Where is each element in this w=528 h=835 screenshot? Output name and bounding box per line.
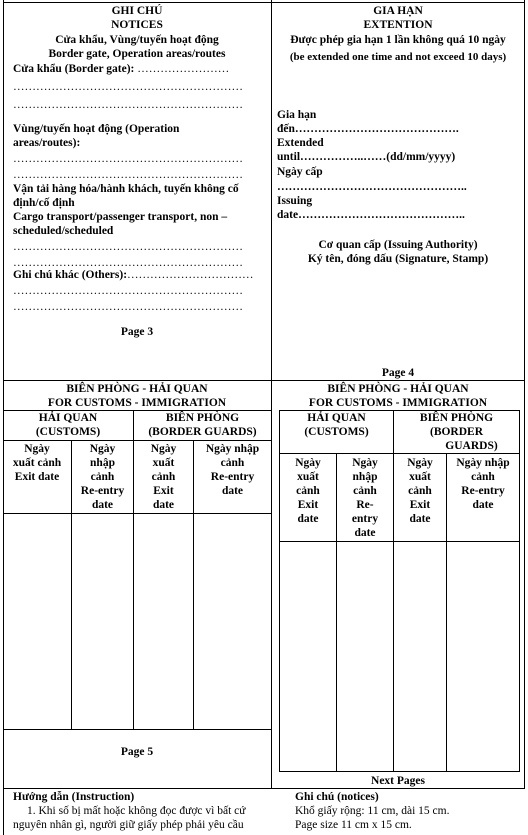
p6-title-en: FOR CUSTOMS - IMMIGRATION — [308, 397, 488, 409]
frame-mid-horizontal-line — [3, 380, 525, 381]
p6-border-header-vi: BIÊN PHÒNG — [419, 412, 494, 424]
extended-until-field-vi[interactable]: đến……………………………………. — [277, 123, 459, 135]
p5-border-header-vi: BIÊN PHÒNG — [165, 412, 240, 424]
instruction-line-1: 1. Khi số bị mất hoặc không đọc được vì bất cứ — [27, 805, 246, 817]
p6-customs-header-vi: HẢI QUAN — [307, 412, 366, 424]
instruction-line-2: nguyên nhân gì, người giữ giấy phép phải yêu cầu — [13, 819, 244, 831]
instruction-title: Hướng dẫn (Instruction) — [13, 791, 135, 803]
notices-footer-title: Ghi chú (notices) — [295, 791, 379, 803]
operation-areas-label-1: Vùng/tuyến hoạt động (Operation — [13, 123, 180, 135]
extended-until-field-en[interactable]: until……………..……(dd/mm/yyyy) — [277, 151, 456, 163]
p5-col-exit-date-customs: Ngày xuất cảnh Exit date — [12, 443, 62, 483]
cargo-transport-field-line-2[interactable]: …………………………………………………… — [13, 257, 243, 269]
p6-col-reentry-date-border: Ngày nhập cảnh Re-entry date — [456, 457, 510, 511]
p6-col-reentry-date-customs: Ngày nhập cảnh Re- entry date — [351, 457, 379, 539]
p6-customs-header-en: (CUSTOMS) — [304, 426, 369, 438]
p6-col-exit-date-border: Ngày xuất cảnh Exit date — [407, 457, 433, 525]
p5-title-en: FOR CUSTOMS - IMMIGRATION — [47, 397, 227, 409]
extension-note-vi: Được phép gia hạn 1 lần không quá 10 ngày — [290, 34, 506, 46]
p6-col-exit-date-customs: Ngày xuất cảnh Exit date — [295, 457, 321, 525]
border-gate-field-line-1[interactable]: …………………………………………………… — [13, 81, 243, 93]
p6-subheader-line — [279, 453, 519, 454]
extension-title-vi: GIA HẠN — [373, 5, 423, 17]
border-gate-field-line-2[interactable]: …………………………………………………… — [13, 99, 243, 111]
p6-border-header-en-1: (BORDER — [429, 426, 484, 438]
p5-customs-header-vi: HẢI QUAN — [38, 412, 98, 424]
notices-subtitle-vi: Cửa khẩu, Vùng/tuyến hoạt động — [55, 34, 219, 46]
others-label: Ghi chú khác (Others):…………………………… — [13, 269, 254, 281]
others-field-line-1[interactable]: …………………………………………………… — [13, 285, 243, 297]
frame-right-line — [524, 0, 525, 788]
issuing-authority-label: Cơ quan cấp (Issuing Authority) — [318, 239, 478, 251]
notices-subtitle-en: Border gate, Operation areas/routes — [48, 48, 226, 60]
extension-note-en: (be extended one time and not exceed 10 days) — [289, 51, 507, 63]
notices-title-en: NOTICES — [111, 19, 163, 31]
page-4-number: Page 4 — [381, 367, 415, 379]
p5-col-reentry-date-customs: Ngày nhập cảnh Re-entry date — [80, 443, 125, 511]
p6-table-right-line — [519, 410, 520, 772]
extended-until-label-vi: Gia hạn — [277, 109, 317, 121]
p5-col-exit-date-border: Ngày xuất cảnh Exit date — [150, 443, 177, 511]
frame-top-line — [3, 2, 525, 3]
p5-customs-header-en: (CUSTOMS) — [35, 426, 101, 438]
page-3-number: Page 3 — [120, 326, 154, 338]
p5-header-bottom-line — [3, 513, 271, 514]
issuing-date-label-vi: Ngày cấp — [277, 166, 323, 178]
extended-until-label-en: Extended — [277, 137, 324, 149]
notices-footer-line-2: Page size 11 cm x 15 cm. — [295, 819, 412, 831]
p6-table-bottom-line — [279, 771, 519, 772]
notices-footer-line-1: Khổ giấy rộng: 11 cm, dài 15 cm. — [295, 805, 450, 817]
cargo-transport-label-en-2: scheduled/scheduled — [13, 225, 114, 237]
issuing-date-label-en: Issuing — [277, 195, 313, 207]
extension-title-en: EXTENTION — [363, 19, 433, 31]
p5-subheader-line — [3, 440, 271, 441]
p5-title-vi: BIÊN PHÒNG - HẢI QUAN — [66, 383, 208, 395]
cargo-transport-label-en-1: Cargo transport/passenger transport, non – — [13, 211, 228, 223]
cargo-transport-label-vi-2: định/cố định — [13, 197, 75, 209]
issuing-date-field-en[interactable]: date…………………………………….. — [277, 209, 465, 221]
page-5-number: Page 5 — [120, 746, 154, 758]
next-pages-label: Next Pages — [371, 775, 425, 787]
p6-title-vi: BIÊN PHÒNG - HẢI QUAN — [327, 383, 469, 395]
p6-header-bottom-line — [279, 541, 519, 542]
p6-border-header-en-2: GUARDS) — [445, 440, 498, 452]
others-field-line-2[interactable]: …………………………………………………… — [13, 301, 243, 313]
cargo-transport-field-line-1[interactable]: …………………………………………………… — [13, 241, 243, 253]
operation-areas-field-line-1[interactable]: …………………………………………………… — [13, 153, 243, 165]
signature-stamp-label: Ký tên, đóng dấu (Signature, Stamp) — [307, 253, 489, 265]
p5-col-reentry-date-border: Ngày nhập cảnh Re-entry date — [205, 443, 260, 497]
frame-bottom-horizontal-line — [3, 788, 525, 789]
cargo-transport-label-vi-1: Vận tải hàng hóa/hành khách, tuyến không cố — [13, 183, 239, 195]
p5-border-header-en: (BORDER GUARDS) — [148, 426, 257, 438]
operation-areas-label-2: areas/routes): — [13, 137, 81, 149]
notices-title-vi: GHI CHÚ — [111, 5, 163, 17]
operation-areas-field-line-2[interactable]: …………………………………………………… — [13, 169, 243, 181]
p5-table-bottom-line — [3, 729, 271, 730]
border-gate-label: Cửa khẩu (Border gate): …………………… — [13, 63, 230, 75]
issuing-date-field-vi[interactable]: ………………………………………….. — [277, 181, 467, 193]
